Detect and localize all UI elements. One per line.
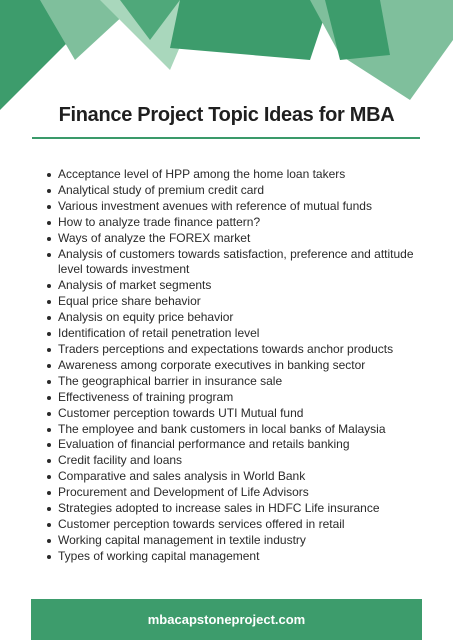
bullet-icon bbox=[47, 237, 51, 241]
bullet-icon bbox=[47, 221, 51, 225]
list-item bbox=[58, 422, 438, 438]
list-item-text: The geographical barrier in insurance sale bbox=[58, 373, 283, 388]
list-item bbox=[58, 549, 438, 565]
bullet-icon bbox=[47, 316, 51, 320]
list-item bbox=[58, 358, 438, 374]
bullet-icon bbox=[47, 412, 51, 416]
list-item-text: Analysis of market segments bbox=[58, 278, 212, 293]
deco-shape-center bbox=[170, 0, 330, 60]
list-item bbox=[58, 247, 438, 279]
topic-list bbox=[40, 167, 438, 565]
bullet-icon bbox=[47, 173, 51, 177]
list-item bbox=[58, 437, 438, 453]
bullet-icon bbox=[47, 443, 51, 447]
list-item-text: Effectiveness of training program bbox=[58, 389, 234, 404]
bullet-icon bbox=[47, 364, 51, 368]
bullet-icon bbox=[47, 507, 51, 511]
list-item-text: Customer perception towards UTI Mutual fund bbox=[58, 405, 304, 420]
list-item bbox=[58, 469, 438, 485]
bullet-icon bbox=[47, 380, 51, 384]
list-item bbox=[58, 533, 438, 549]
bullet-icon bbox=[47, 428, 51, 432]
bullet-icon bbox=[47, 523, 51, 527]
list-item-text: Various investment avenues with reference of mutual funds bbox=[58, 198, 372, 213]
list-item bbox=[58, 215, 438, 231]
bullet-icon bbox=[47, 475, 51, 479]
bullet-icon bbox=[47, 300, 51, 304]
list-item-text: Customer perception towards services offered in retail bbox=[58, 516, 345, 531]
list-item-text: Acceptance level of HPP among the home loan takers bbox=[58, 167, 346, 181]
list-item-text: Analytical study of premium credit card bbox=[58, 182, 265, 197]
list-item-text: Ways of analyze the FOREX market bbox=[58, 230, 251, 245]
list-item bbox=[58, 278, 438, 294]
list-item-text: Credit facility and loans bbox=[58, 453, 183, 468]
list-item bbox=[58, 453, 438, 469]
list-item bbox=[58, 517, 438, 533]
bullet-icon bbox=[47, 396, 51, 400]
list-item-text: Procurement and Development of Life Advisors bbox=[58, 485, 309, 500]
list-item bbox=[58, 501, 438, 517]
bullet-icon bbox=[47, 253, 51, 257]
list-item bbox=[58, 310, 438, 326]
list-item-text: Equal price share behavior bbox=[58, 294, 201, 309]
list-item bbox=[58, 183, 438, 199]
bullet-icon bbox=[47, 555, 51, 559]
list-item bbox=[58, 294, 438, 310]
list-item-text: Strategies adopted to increase sales in HDFC Life insurance bbox=[58, 501, 380, 516]
decorative-header-shapes bbox=[0, 0, 453, 120]
list-item-text: How to analyze trade finance pattern? bbox=[58, 214, 261, 229]
page-title: Finance Project Topic Ideas for MBA bbox=[58, 104, 395, 126]
bullet-icon bbox=[47, 284, 51, 288]
footer-banner bbox=[31, 599, 422, 640]
list-item bbox=[58, 167, 438, 183]
list-item-text: Comparative and sales analysis in World Bank bbox=[58, 469, 306, 484]
bullet-icon bbox=[47, 205, 51, 209]
list-item-text: Analysis on equity price behavior bbox=[58, 310, 234, 325]
list-item bbox=[58, 326, 438, 342]
bullet-icon bbox=[47, 189, 51, 193]
list-item bbox=[58, 485, 438, 501]
list-item-text: The employee and bank customers in local banks of Malaysia bbox=[58, 421, 386, 436]
list-item-text: Awareness among corporate executives in banking sector bbox=[58, 357, 366, 372]
title-divider bbox=[32, 137, 420, 139]
bullet-icon bbox=[47, 459, 51, 463]
list-item bbox=[58, 374, 438, 390]
list-item-text: Working capital management in textile industry bbox=[58, 532, 306, 547]
footer-website[interactable]: mbacapstoneproject.com bbox=[147, 612, 306, 627]
bullet-icon bbox=[47, 332, 51, 336]
bullet-icon bbox=[47, 539, 51, 543]
list-item bbox=[58, 199, 438, 215]
deco-shape-right bbox=[325, 0, 390, 60]
list-item bbox=[58, 390, 438, 406]
bullet-icon bbox=[47, 348, 51, 352]
list-item-text: Analysis of customers towards satisfaction, preference and attitude level towards investment bbox=[58, 246, 414, 277]
list-item-text: Types of working capital management bbox=[58, 548, 260, 563]
list-item-text: Evaluation of financial performance and retails banking bbox=[58, 437, 350, 452]
bullet-icon bbox=[47, 491, 51, 495]
list-item bbox=[58, 342, 438, 358]
list-item-text: Identification of retail penetration level bbox=[58, 326, 260, 341]
list-item bbox=[58, 231, 438, 247]
list-item bbox=[58, 406, 438, 422]
list-item-text: Traders perceptions and expectations towards anchor products bbox=[58, 341, 394, 356]
